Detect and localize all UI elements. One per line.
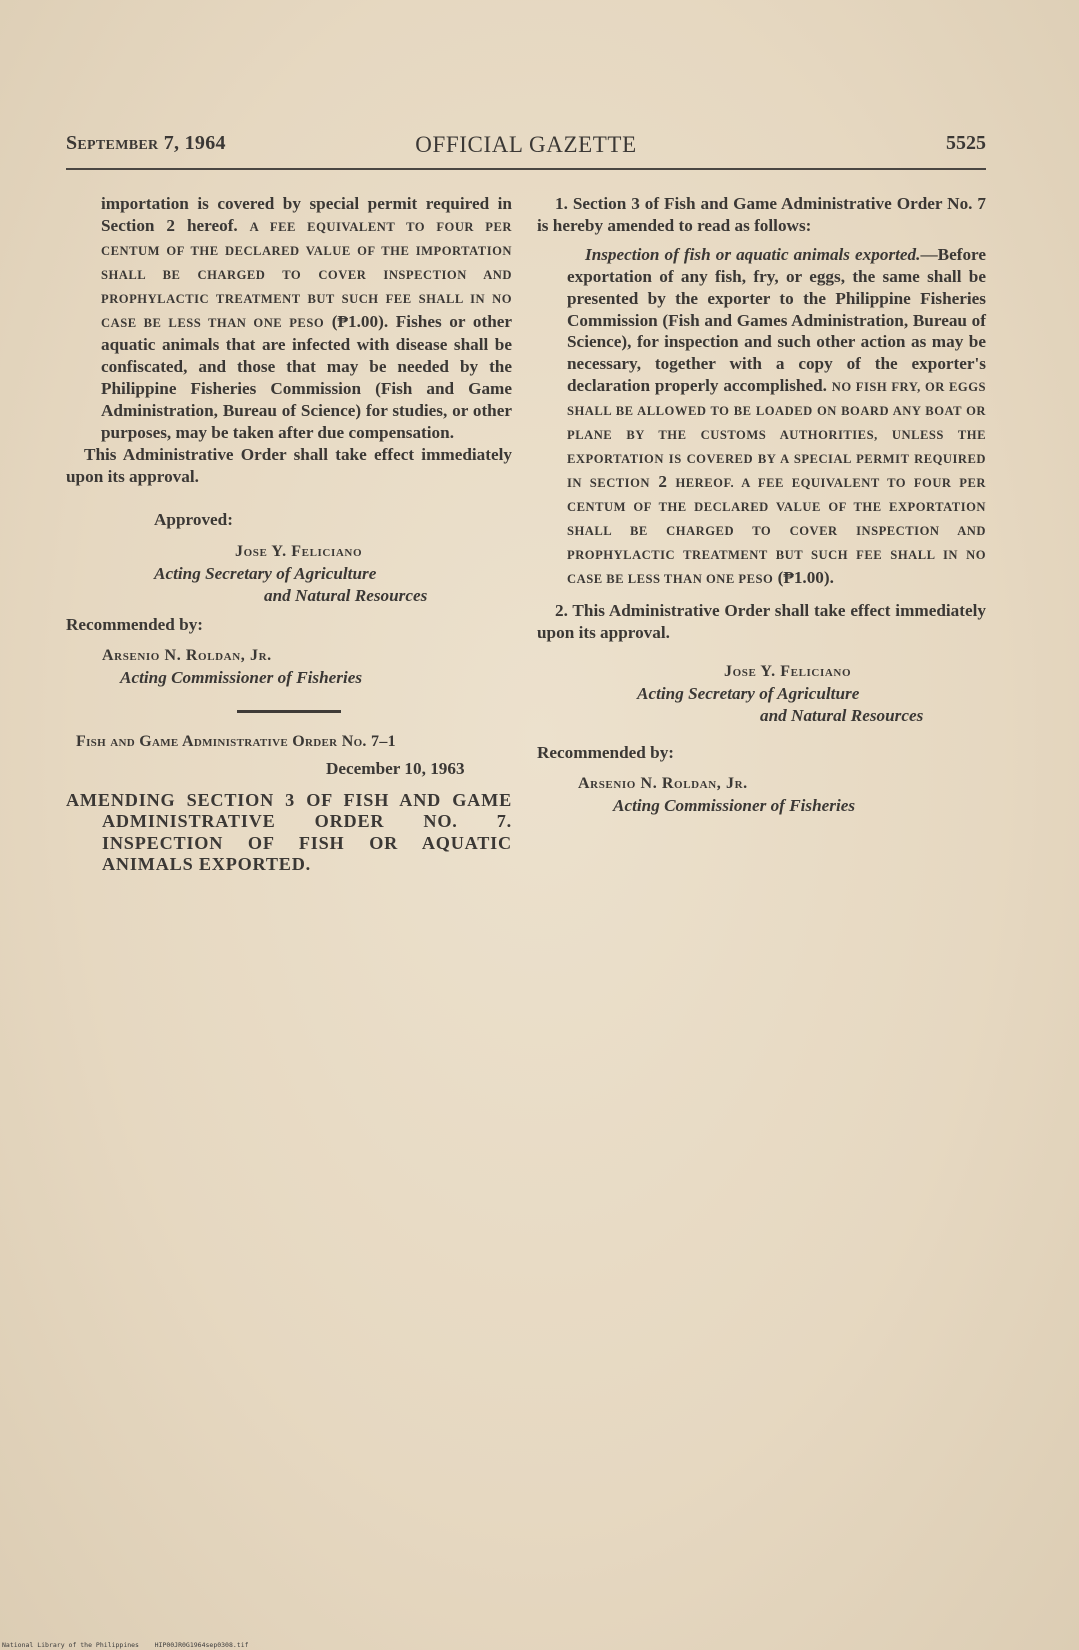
right-column	[537, 193, 986, 817]
caps-run: HEREOF. A FEE EQUIVALENT TO FOUR PER CENTUM OF THE DECLARED VALUE OF THE EXPORTATION SHALL BE CHARGED TO COVER INSPECTION AND PROPHYLACTIC TREATMENT BUT SUCH FEE SHALL IN NO CASE BE LESS THAN ONE PESO	[567, 475, 986, 586]
caps-run: A FEE EQUIVALENT TO FOUR PER CENTUM OF THE DECLARED VALUE OF THE IMPORTATION SHALL BE CHARGED TO COVER INSPECTION AND PROPHYLACTIC TREATMENT BUT SUCH FEE SHALL IN NO CASE BE LESS THAN ONE PESO	[101, 219, 512, 330]
left-paragraph-1	[66, 193, 512, 444]
signatory-title: Acting Secretary of Agriculture	[154, 563, 377, 583]
approved-label: Approved:	[154, 509, 233, 529]
scan-source-caption: National Library of the Philippines HIP00JR0G1964sep0308.tif	[2, 1641, 249, 1649]
amount-run: (₱1.00).	[777, 567, 834, 587]
caps-run: NO FISH FRY, OR EGGS SHALL BE ALLOWED TO BE LOADED ON BOARD ANY BOAT OR PLANE BY THE CUSTOMS AUTHORITIES, UNLESS THE EXPORTATION IS COVERED BY A SPECIAL PERMIT REQUIRED IN SECTION	[567, 380, 986, 490]
signatory-name: Arsenio N. Roldan, Jr.	[102, 647, 272, 665]
right-paragraph-1: 1. Section 3 of Fish and Game Administrative Order No. 7 is hereby amended to read as follows:	[537, 194, 986, 235]
text-run: Fishes or other aquatic animals that are infected with disease shall be confiscated, and those that may be needed by the Philippine Fisheries Commission (Fish and Game Administration, Bureau of Science) for studies, or other purposes, may be taken after due compensation.	[101, 311, 513, 443]
left-column	[66, 193, 512, 876]
signatory-name: Jose Y. Feliciano	[235, 542, 363, 560]
recommended-label: Recommended by:	[66, 615, 204, 635]
signatory-title: and Natural Resources	[760, 706, 924, 726]
header-date: September 7, 1964	[66, 132, 226, 154]
header-rule	[66, 168, 986, 170]
signatory-title: and Natural Resources	[264, 585, 428, 605]
recommended-label: Recommended by:	[537, 742, 675, 762]
publication-title: OFFICIAL GAZETTE	[415, 132, 637, 157]
page-header	[66, 132, 986, 164]
quoted-section	[537, 244, 986, 591]
section-divider	[66, 710, 512, 713]
order-date: December 10, 1963	[326, 759, 465, 779]
order-title: AMENDING SECTION 3 OF FISH AND GAME ADMINISTRATIVE ORDER NO. 7. INSPECTION OF FISH OR AQUATIC ANIMALS EXPORTED.	[66, 789, 512, 875]
text-run: —Before exportation of any fish, fry, or eggs, the same shall be presented by the exporter to the Philippine Fisheries Commission (Fish and Games Administration, Bureau of Science), for inspection and such other action as may be necessary, together with a copy of the exporter's declaration properly accomplished.	[567, 244, 986, 396]
text-run: 2	[658, 471, 668, 491]
signatory-title: Acting Secretary of Agriculture	[637, 684, 860, 704]
signatory-name: Arsenio N. Roldan, Jr.	[578, 774, 748, 792]
signatory-title: Acting Commissioner of Fisheries	[613, 795, 856, 815]
right-paragraph-2: 2. This Administrative Order shall take effect immediately upon its approval.	[537, 601, 986, 643]
order-heading: Fish and Game Administrative Order No. 7–1	[76, 733, 396, 751]
text-run: importation is covered by special permit required in Section 2 hereof.	[101, 194, 512, 235]
quoted-title: Inspection of fish or aquatic animals exported.	[585, 244, 921, 264]
page-number: 5525	[946, 132, 986, 154]
signatory-name: Jose Y. Feliciano	[724, 663, 852, 681]
signatory-title: Acting Commissioner of Fisheries	[120, 668, 363, 688]
amount-run: (₱1.00).	[331, 311, 389, 331]
left-paragraph-2: This Administrative Order shall take effect immediately upon its approval.	[66, 444, 512, 486]
